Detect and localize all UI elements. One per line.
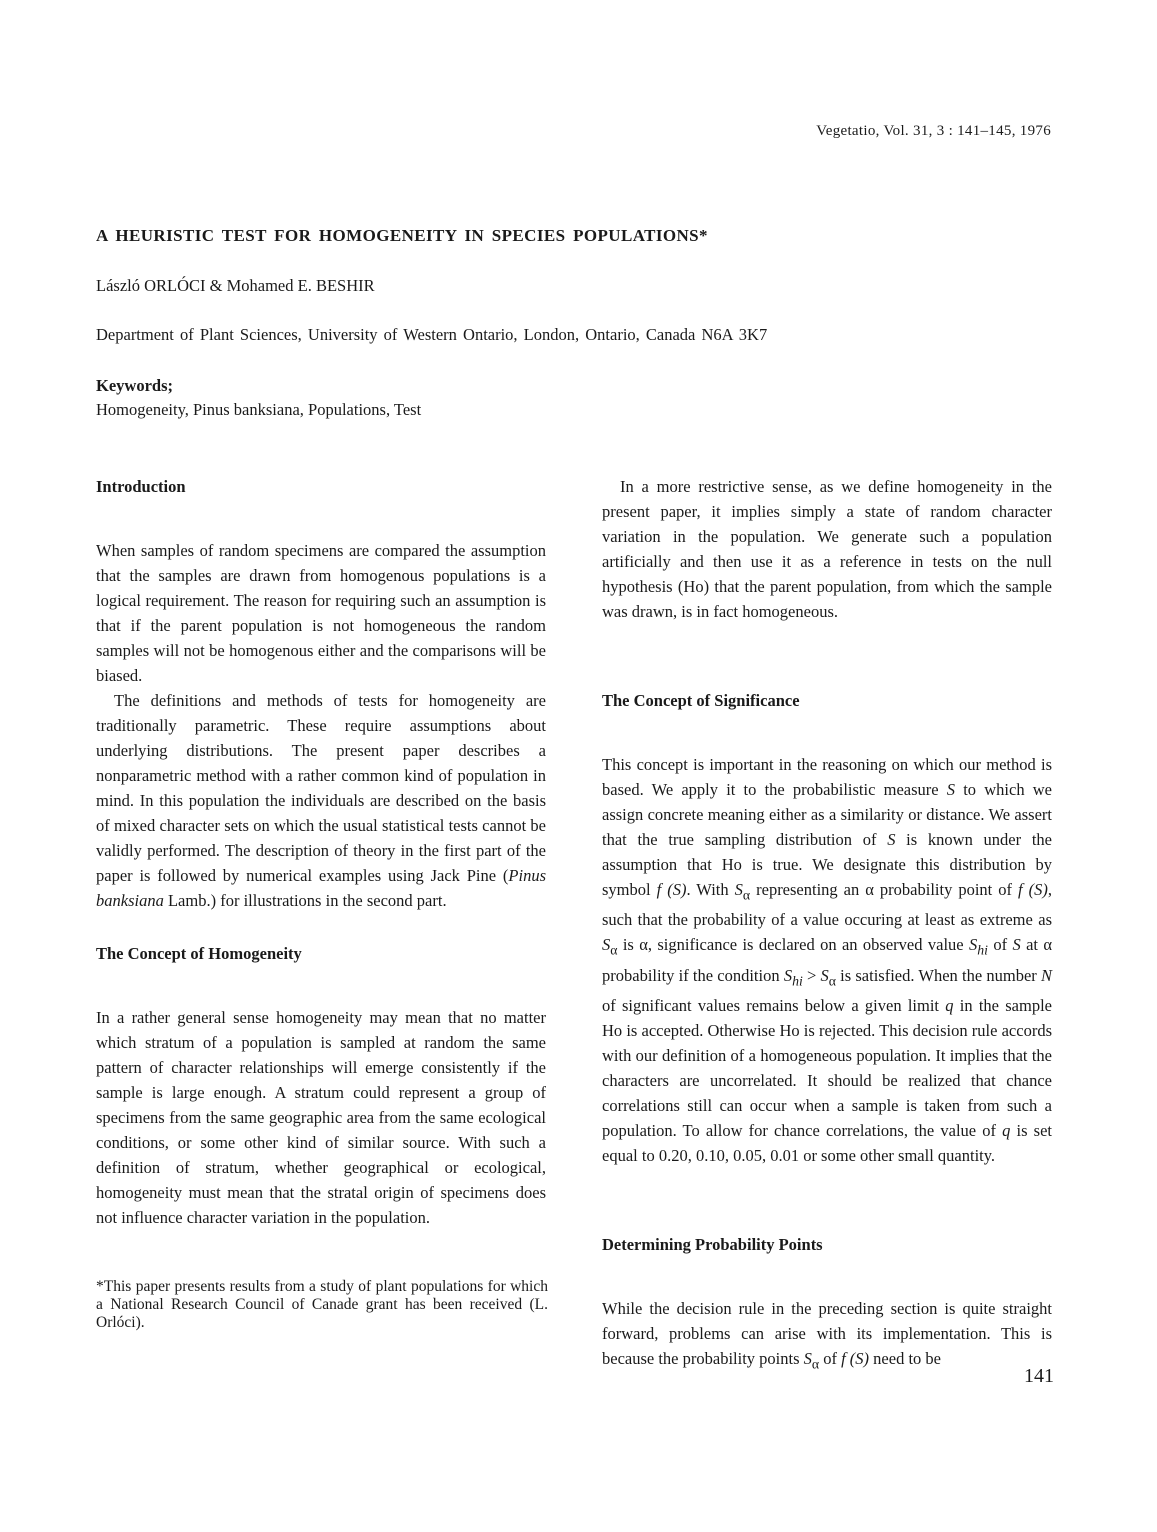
journal-reference: Vegetatio, Vol. 31, 3 : 141–145, 1976 bbox=[816, 123, 1051, 139]
restrictive-paragraph: In a more restrictive sense, as we define homogeneity in the present paper, it implies simply a state of random character variation in the population. We generate such a population artificially and then use it as a reference in tests on the null hypothesis (Ho) that the parent population, from which the sample was drawn, is in fact homogeneous. bbox=[602, 477, 1052, 621]
introduction-heading: Introduction bbox=[96, 477, 186, 496]
affiliation: Department of Plant Sciences, University of Western Ontario, London, Ontario, Canada N6A 3K7 bbox=[96, 325, 768, 344]
page-number: 141 bbox=[1024, 1365, 1054, 1387]
probability-points-heading: Determining Probability Points bbox=[602, 1234, 823, 1254]
authors: László ORLÓCI & Mohamed E. BESHIR bbox=[96, 276, 375, 295]
keywords-heading: Keywords; bbox=[96, 376, 173, 395]
significance-heading: The Concept of Significance bbox=[602, 691, 800, 710]
significance-paragraph: This concept is important in the reasoning on which our method is based. We apply it to the probabilistic measure S to which we assign concrete meaning either as a similarity or distance. We assert that the true sampling distribution of S is known under the assumption that Ho is true. We designate this distribution by symbol f (S). With $S_\alpha$ representing an α probability point of f (S), such that the probability of a value occuring at least as extreme as $S_\alpha$ is α, significance is declared on an observed value $S_{hi}$ of S at α probability if the condition $S_{hi} > S_\alpha$ is satisfied. When the number N of significant values remains below a given limit q in the sample Ho is accepted. Otherwise Ho is rejected. This decision rule accords with our definition of a homogeneous population. It implies that the characters are uncorrelated. It should be realized that chance correlations still can occur when a sample is taken from such a population. To allow for chance correlations, the value of q is set equal to 0.20, 0.10, 0.05, 0.01 or some other small quantity. bbox=[602, 755, 1053, 1165]
homogeneity-paragraph: In a rather general sense homogeneity may mean that no matter which stratum of a population is sampled at random the same pattern of character relationships will emerge consistently if the sample is large enough. A stratum could represent a group of specimens from the same geographic area from the same ecological conditions, or some other kind of similar source. With such a definition of stratum, whether geographical or ecological, homogeneity must mean that the stratal origin of specimens does not influence character variation in the population. bbox=[96, 1008, 546, 1227]
keywords-text: Homogeneity, Pinus banksiana, Populations, Test bbox=[96, 400, 422, 419]
homogeneity-heading: The Concept of Homogeneity bbox=[96, 944, 302, 963]
footnote: *This paper presents results from a study of plant populations for which a National Research Council of Canade grant has been received (L. Orlóci). bbox=[96, 1278, 548, 1331]
paper-title: A HEURISTIC TEST FOR HOMOGENEITY IN SPECIES POPULATIONS* bbox=[96, 226, 708, 245]
intro-paragraph-1: When samples of random specimens are compared the assumption that the samples are drawn from homogenous populations is a logical requirement. The reason for requiring such an assumption is that if the parent population is not homogeneous the random samples will not be homogenous either and the comparisons will be biased. bbox=[96, 541, 546, 685]
probability-paragraph: While the decision rule in the preceding section is quite straight forward, problems can arise with its implementation. This is because the probability points $S_\alpha$ of f (S) need to be bbox=[602, 1298, 1052, 1372]
left-column bbox=[96, 474, 546, 1230]
species-name: Pinus banksiana bbox=[96, 866, 546, 910]
right-column bbox=[602, 474, 1052, 1376]
intro-paragraph-2: The definitions and methods of tests for homogeneity are traditionally parametric. These require assumptions about underlying distributions. The present paper describes a nonparametric method with a rather common kind of population in mind. In this population the individuals are described on the basis of mixed character sets on which the usual statistical tests cannot be validly performed. The description of theory in the first part of the paper is followed by numerical examples using Jack Pine (Pinus banksiana Lamb.) for illustrations in the second part. bbox=[96, 691, 546, 910]
